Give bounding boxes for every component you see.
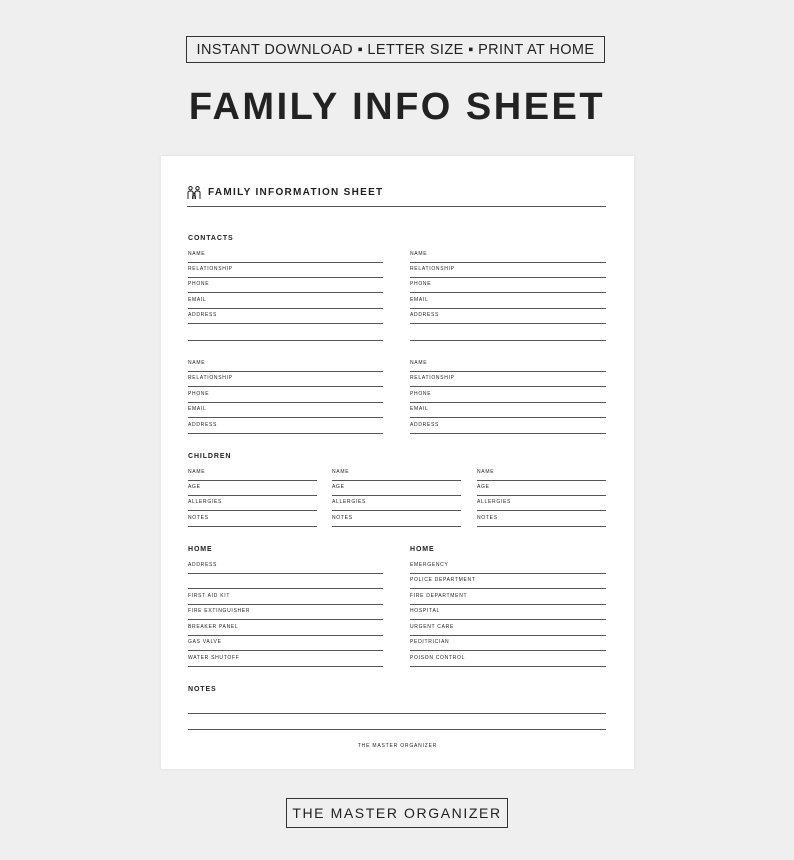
sheet-header bbox=[187, 185, 606, 207]
contacts-title: CONTACTS bbox=[188, 235, 234, 242]
emergency-field[interactable]: EMERGENCY bbox=[410, 559, 606, 574]
poison-control-field[interactable]: POISON CONTROL bbox=[410, 652, 606, 667]
home-address-field[interactable]: ADDRESS bbox=[188, 559, 383, 574]
home-right-title: HOME bbox=[410, 546, 435, 553]
home-address-line-2[interactable] bbox=[188, 574, 383, 589]
contact-3-email-field[interactable]: EMAIL bbox=[188, 403, 383, 418]
contact-3-phone-field[interactable]: PHONE bbox=[188, 388, 383, 403]
home-left-title: HOME bbox=[188, 546, 213, 553]
contact-4-name-field[interactable]: NAME bbox=[410, 357, 606, 372]
contact-4-relationship-field[interactable]: RELATIONSHIP bbox=[410, 372, 606, 387]
banner: INSTANT DOWNLOAD ▪ LETTER SIZE ▪ PRINT AT HOME bbox=[186, 36, 605, 63]
contact-1-phone-field[interactable]: PHONE bbox=[188, 278, 383, 293]
sheet-footer: THE MASTER ORGANIZER bbox=[357, 743, 438, 749]
child-2-name-field[interactable]: NAME bbox=[332, 466, 461, 481]
contact-2-phone-field[interactable]: PHONE bbox=[410, 278, 606, 293]
water-shutoff-field[interactable]: WATER SHUTOFF bbox=[188, 652, 383, 667]
sheet-title: FAMILY INFORMATION SHEET bbox=[208, 187, 384, 198]
children-title: CHILDREN bbox=[188, 453, 232, 460]
notes-line-1[interactable] bbox=[188, 712, 606, 714]
contact-2-relationship-field[interactable]: RELATIONSHIP bbox=[410, 263, 606, 278]
page-title: FAMILY INFO SHEET bbox=[188, 86, 606, 128]
contact-1-address-field[interactable]: ADDRESS bbox=[188, 309, 383, 324]
child-2-allergies-field[interactable]: ALLERGIES bbox=[332, 496, 461, 511]
info-sheet bbox=[161, 156, 634, 769]
child-3-name-field[interactable]: NAME bbox=[477, 466, 606, 481]
child-1-notes-field[interactable]: NOTES bbox=[188, 512, 317, 527]
brand-label: THE MASTER ORGANIZER bbox=[286, 798, 508, 828]
contact-3-relationship-field[interactable]: RELATIONSHIP bbox=[188, 372, 383, 387]
breaker-panel-field[interactable]: BREAKER PANEL bbox=[188, 621, 383, 636]
contact-4-address-field[interactable]: ADDRESS bbox=[410, 419, 606, 434]
contact-1-address-line-2[interactable] bbox=[188, 339, 383, 341]
child-3-age-field[interactable]: AGE bbox=[477, 481, 606, 496]
contact-1-email-field[interactable]: EMAIL bbox=[188, 294, 383, 309]
child-3-notes-field[interactable]: NOTES bbox=[477, 512, 606, 527]
child-1-name-field[interactable]: NAME bbox=[188, 466, 317, 481]
contact-1-relationship-field[interactable]: RELATIONSHIP bbox=[188, 263, 383, 278]
child-1-allergies-field[interactable]: ALLERGIES bbox=[188, 496, 317, 511]
notes-title: NOTES bbox=[188, 686, 217, 693]
first-aid-kit-field[interactable]: FIRST AID KIT bbox=[188, 590, 383, 605]
police-department-field[interactable]: POLICE DEPARTMENT bbox=[410, 574, 606, 589]
hospital-field[interactable]: HOSPITAL bbox=[410, 605, 606, 620]
contact-3-name-field[interactable]: NAME bbox=[188, 357, 383, 372]
child-1-age-field[interactable]: AGE bbox=[188, 481, 317, 496]
contact-4-email-field[interactable]: EMAIL bbox=[410, 403, 606, 418]
contact-2-name-field[interactable]: NAME bbox=[410, 248, 606, 263]
child-2-notes-field[interactable]: NOTES bbox=[332, 512, 461, 527]
contact-3-address-field[interactable]: ADDRESS bbox=[188, 419, 383, 434]
child-2-age-field[interactable]: AGE bbox=[332, 481, 461, 496]
contact-2-address-line-2[interactable] bbox=[410, 339, 606, 341]
contact-1-name-field[interactable]: NAME bbox=[188, 248, 383, 263]
contact-4-phone-field[interactable]: PHONE bbox=[410, 388, 606, 403]
contact-2-email-field[interactable]: EMAIL bbox=[410, 294, 606, 309]
contact-2-address-field[interactable]: ADDRESS bbox=[410, 309, 606, 324]
fire-extinguisher-field[interactable]: FIRE EXTINGUISHER bbox=[188, 605, 383, 620]
notes-line-2[interactable] bbox=[188, 728, 606, 730]
urgent-care-field[interactable]: URGENT CARE bbox=[410, 621, 606, 636]
child-3-allergies-field[interactable]: ALLERGIES bbox=[477, 496, 606, 511]
family-icon bbox=[187, 186, 201, 200]
pediatrician-field[interactable]: PEDITRICIAN bbox=[410, 636, 606, 651]
fire-department-field[interactable]: FIRE DEPARTMENT bbox=[410, 590, 606, 605]
gas-valve-field[interactable]: GAS VALVE bbox=[188, 636, 383, 651]
